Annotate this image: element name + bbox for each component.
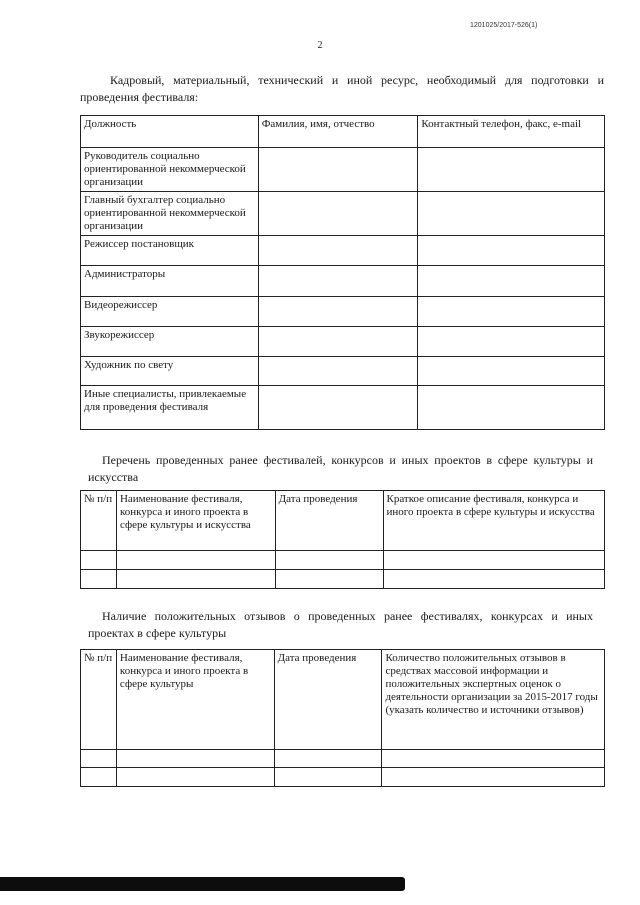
- page-number: 2: [317, 40, 323, 51]
- empty-cell: [258, 192, 418, 236]
- table-header-row: [81, 650, 605, 750]
- empty-cell: [418, 386, 605, 430]
- table-row: [81, 768, 605, 787]
- header-reviews: Количество положительных отзывов в средствах массовой информации и положительных экспертных оценок о деятельности организации за 2015-2017 годы (указать количество и источники отзывов): [382, 650, 605, 750]
- empty-cell: [418, 357, 605, 386]
- scan-edge-bar: [0, 877, 405, 891]
- empty-cell: [258, 386, 418, 430]
- header-number: № п/п: [81, 650, 117, 750]
- role-cell: Администраторы: [81, 266, 259, 297]
- empty-cell: [418, 192, 605, 236]
- role-cell: Режиссер постановщик: [81, 236, 259, 266]
- empty-cell: [258, 297, 418, 327]
- role-cell: Главный бухгалтер социально ориентированной некоммерческой организации: [81, 192, 259, 236]
- table-row: [81, 570, 605, 589]
- table-header-row: [81, 116, 605, 148]
- header-date: Дата проведения: [275, 491, 383, 551]
- empty-cell: [275, 551, 383, 570]
- empty-cell: [418, 148, 605, 192]
- empty-cell: [383, 551, 605, 570]
- empty-cell: [382, 750, 605, 768]
- empty-cell: [418, 297, 605, 327]
- empty-cell: [81, 768, 117, 787]
- empty-cell: [116, 570, 275, 589]
- table-row: [81, 148, 605, 192]
- table-row: [81, 551, 605, 570]
- header-name: Наименование фестиваля, конкурса и иного проекта в сфере культуры: [116, 650, 274, 750]
- empty-cell: [258, 357, 418, 386]
- header-description: Краткое описание фестиваля, конкурса и иного проекта в сфере культуры и искусства: [383, 491, 605, 551]
- empty-cell: [258, 327, 418, 357]
- section2-title: Перечень проведенных ранее фестивалей, конкурсов и иных проектов в сфере культуры и искусства: [88, 453, 593, 484]
- role-cell: Видеорежиссер: [81, 297, 259, 327]
- table-row: [81, 327, 605, 357]
- role-cell: Художник по свету: [81, 357, 259, 386]
- staff-table: [80, 115, 605, 430]
- empty-cell: [418, 327, 605, 357]
- empty-cell: [81, 750, 117, 768]
- header-date: Дата проведения: [274, 650, 382, 750]
- role-cell: Иные специалисты, привлекаемые для проведения фестиваля: [81, 386, 259, 430]
- empty-cell: [258, 266, 418, 297]
- role-cell: Руководитель социально ориентированной некоммерческой организации: [81, 148, 259, 192]
- header-number: № п/п: [81, 491, 117, 551]
- empty-cell: [382, 768, 605, 787]
- table-row: [81, 297, 605, 327]
- empty-cell: [81, 551, 117, 570]
- table-row: [81, 750, 605, 768]
- empty-cell: [258, 148, 418, 192]
- festivals-table: [80, 490, 605, 589]
- header-fullname: Фамилия, имя, отчество: [258, 116, 418, 148]
- empty-cell: [116, 768, 274, 787]
- empty-cell: [116, 551, 275, 570]
- table-header-row: [81, 491, 605, 551]
- role-cell: Звукорежиссер: [81, 327, 259, 357]
- empty-cell: [274, 768, 382, 787]
- header-position: Должность: [81, 116, 259, 148]
- empty-cell: [274, 750, 382, 768]
- header-contact: Контактный телефон, факс, e-mail: [418, 116, 605, 148]
- section3-title: Наличие положительных отзывов о проведенных ранее фестивалях, конкурсах и иных проектах в сфере культуры: [88, 609, 593, 640]
- table-row: [81, 236, 605, 266]
- document-id: 1201025/2017-526(1): [470, 22, 538, 29]
- empty-cell: [418, 236, 605, 266]
- empty-cell: [116, 750, 274, 768]
- empty-cell: [258, 236, 418, 266]
- reviews-table: [80, 649, 605, 787]
- empty-cell: [275, 570, 383, 589]
- table-row: [81, 386, 605, 430]
- empty-cell: [418, 266, 605, 297]
- table-row: [81, 357, 605, 386]
- header-name: Наименование фестиваля, конкурса и иного проекта в сфере культуры и искусства: [116, 491, 275, 551]
- intro-paragraph: Кадровый, материальный, технический и иной ресурс, необходимый для подготовки и проведения фестиваля:: [80, 73, 604, 104]
- table-row: [81, 192, 605, 236]
- empty-cell: [383, 570, 605, 589]
- table-row: [81, 266, 605, 297]
- empty-cell: [81, 570, 117, 589]
